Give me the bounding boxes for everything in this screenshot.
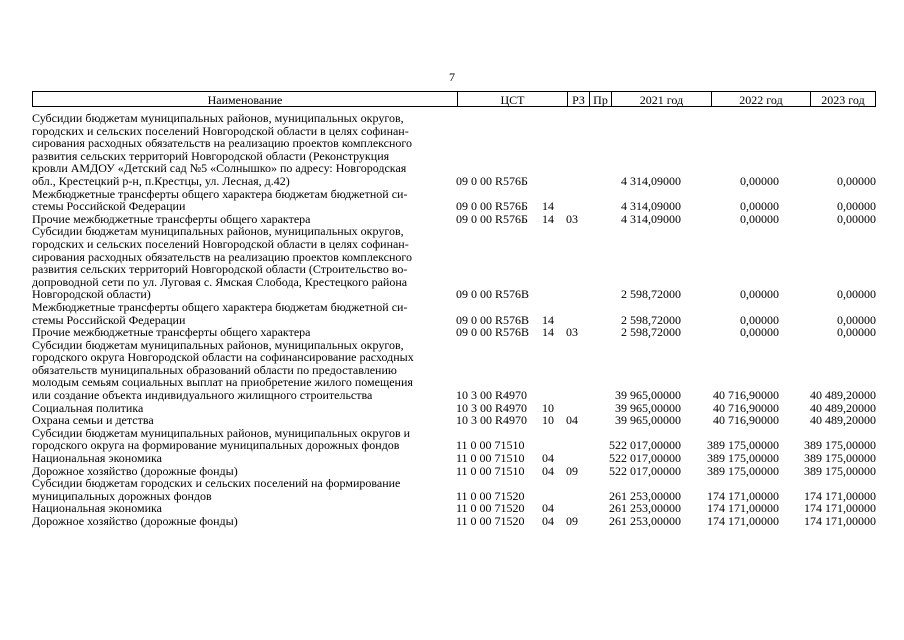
cell-y2021: 2 598,72000 [621,325,681,340]
cell-pr: 03 [566,211,578,226]
cell-cst: 11 0 00 71510 [456,463,525,478]
header-rz: РЗ [568,92,590,106]
cell-name: Субсидии бюджетам муниципальных районов, муниципальных округов, городского округа Новгородской области на софинансирование расходных обязательств муниципальных образований области по предоставлению молодым семьям социальных выплат на приобретение жилого помещения или создание объекта индивидуального жилищного строительства [32,337,414,403]
cell-name: Дорожное хозяйство (дорожные фонды) [32,514,238,528]
cell-rz: 10 [542,413,554,428]
cell-cst: 11 0 00 71520 [456,514,525,528]
table-row [32,427,876,452]
cell-name: Межбюджетные трансферты общего характера бюджетам бюджетной си- стемы Российской Федерации [32,186,408,214]
table-row [32,477,876,502]
cell-y2023: 0,00000 [837,173,876,188]
cell-y2023: 174 171,00000 [804,501,876,516]
table-row [32,326,876,339]
cell-y2022: 174 171,00000 [707,488,779,503]
cell-y2022: 0,00000 [740,325,779,340]
cell-cst: 09 0 00 R576Б [456,173,528,188]
cell-y2022: 40 716,90000 [713,400,779,415]
cell-y2023: 174 171,00000 [804,488,876,503]
table-row [32,452,876,465]
cell-rz: 14 [542,312,554,327]
cell-y2021: 39 965,00000 [615,400,681,415]
cell-rz: 14 [542,325,554,340]
cell-y2022: 0,00000 [740,173,779,188]
cell-y2022: 174 171,00000 [707,501,779,516]
cell-cst: 09 0 00 R576В [456,325,530,340]
cell-y2023: 0,00000 [837,287,876,302]
cell-rz: 04 [542,451,554,466]
cell-pr: 03 [566,325,578,340]
cell-y2023: 389 175,00000 [804,451,876,466]
header-cst: ЦСТ [458,92,568,106]
header-2021: 2021 год [612,92,712,106]
cell-rz: 14 [542,211,554,226]
cell-y2021: 261 253,00000 [609,501,681,516]
cell-cst: 09 0 00 R576Б [456,211,528,226]
cell-name: Охрана семьи и детства [32,413,154,428]
cell-name: Субсидии бюджетам муниципальных районов, муниципальных округов, городских и сельских поселений Новгородской области в целях софинан- сирования расходных обязательств на реализацию проектов комплексного развития сельских территорий Новгородской области (Реконструкция кровли АМДОУ «Детский сад №5 «Солнышко» по адресу: Новгородская обл., Крестецкий р-н, п.Крестцы, ул. Лесная, д.42) [32,111,413,188]
cell-name: Прочие межбюджетные трансферты общего характера [32,325,311,340]
cell-cst: 09 0 00 R576В [456,312,530,327]
cell-y2021: 4 314,09000 [621,211,681,226]
cell-cst: 11 0 00 71520 [456,501,525,516]
cell-y2021: 522 017,00000 [609,438,681,453]
header-name: Наименование [33,92,458,106]
table-row [32,414,876,427]
cell-y2023: 389 175,00000 [804,463,876,478]
cell-y2021: 2 598,72000 [621,312,681,327]
cell-name: Социальная политика [32,400,144,415]
cell-y2023: 389 175,00000 [804,438,876,453]
table-body [32,112,876,528]
cell-cst: 11 0 00 71520 [456,488,525,503]
cell-y2023: 0,00000 [837,199,876,214]
cell-y2022: 174 171,00000 [707,514,779,528]
page-number: 7 [449,70,455,84]
cell-y2021: 2 598,72000 [621,287,681,302]
cell-name: Прочие межбюджетные трансферты общего характера [32,211,311,226]
cell-cst: 10 3 00 R4970 [456,400,528,415]
cell-y2022: 0,00000 [740,199,779,214]
cell-name: Субсидии бюджетам муниципальных районов, муниципальных округов, городских и сельских поселений Новгородской области в целях софинан- сирования расходных обязательств на реализацию проектов комплексного развития сельских территорий Новгородской области (Строительство во- допроводной сети по ул. Луговая с. Ямская Слобода, Крестецкого района Новгородской области) [32,224,413,302]
cell-y2022: 389 175,00000 [707,451,779,466]
cell-rz: 04 [542,501,554,516]
header-pr: Пр [590,92,612,106]
cell-rz: 14 [542,199,554,214]
table-row [32,112,876,188]
cell-y2023: 0,00000 [837,211,876,226]
cell-y2023: 174 171,00000 [804,514,876,528]
table-row [32,339,876,402]
cell-y2023: 40 489,20000 [810,413,876,428]
cell-y2022: 0,00000 [740,211,779,226]
cell-cst: 10 3 00 R4970 [456,388,528,403]
cell-y2021: 261 253,00000 [609,488,681,503]
cell-cst: 10 3 00 R4970 [456,413,528,428]
header-2023: 2023 год [821,93,865,107]
table-header [32,91,876,107]
cell-y2021: 39 965,00000 [615,388,681,403]
cell-y2023: 40 489,20000 [810,388,876,403]
cell-y2021: 261 253,00000 [609,514,681,528]
cell-rz: 10 [542,400,554,415]
cell-y2023: 0,00000 [837,312,876,327]
cell-y2023: 40 489,20000 [810,400,876,415]
cell-y2022: 0,00000 [740,287,779,302]
cell-y2022: 0,00000 [740,312,779,327]
cell-y2022: 40 716,90000 [713,413,779,428]
cell-cst: 09 0 00 R576В [456,287,530,302]
cell-y2022: 40 716,90000 [713,388,779,403]
cell-cst: 11 0 00 71510 [456,438,525,453]
cell-y2021: 39 965,00000 [615,413,681,428]
cell-y2023: 0,00000 [837,325,876,340]
cell-pr: 09 [566,514,578,528]
cell-y2022: 389 175,00000 [707,438,779,453]
cell-y2021: 522 017,00000 [609,463,681,478]
cell-name: Дорожное хозяйство (дорожные фонды) [32,463,238,478]
cell-name: Межбюджетные трансферты общего характера бюджетам бюджетной си- стемы Российской Федерации [32,299,408,327]
table-row [32,301,876,326]
cell-name: Национальная экономика [32,451,162,466]
cell-cst: 09 0 00 R576Б [456,199,528,214]
cell-name: Национальная экономика [32,501,162,516]
cell-name: Субсидии бюджетам муниципальных районов, муниципальных округов и городского округа на формирование муниципальных дорожных фондов [32,425,411,453]
cell-y2021: 4 314,09000 [621,173,681,188]
table-row [32,225,876,301]
cell-pr: 04 [566,413,578,428]
cell-rz: 04 [542,514,554,528]
table-row [32,515,876,528]
cell-y2021: 522 017,00000 [609,451,681,466]
cell-name: Субсидии бюджетам городских и сельских поселений на формирование муниципальных дорожных фондов [32,476,401,503]
cell-y2022: 389 175,00000 [707,463,779,478]
header-2022: 2022 год [712,92,811,106]
table-row [32,188,876,213]
cell-y2021: 4 314,09000 [621,199,681,214]
cell-cst: 11 0 00 71510 [456,451,525,466]
cell-pr: 09 [566,463,578,478]
cell-rz: 04 [542,463,554,478]
